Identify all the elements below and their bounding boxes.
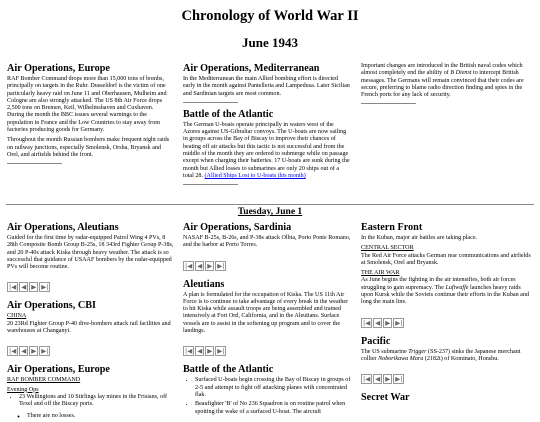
prev-arrow-icon[interactable]: ◀: [21, 283, 27, 292]
divider: [183, 102, 238, 103]
italic-text: Noborikawa Maru: [378, 355, 424, 362]
first-arrow-icon[interactable]: |◀: [185, 261, 193, 270]
first-arrow-icon[interactable]: |◀: [9, 283, 17, 292]
atlantic-list: [183, 377, 351, 415]
section-heading: Pacific: [361, 335, 391, 347]
paragraph: NASAF B-25s, B-26s, and P-38s attack Olbia, Porto Ponte Romano, and the harbor at Porto Torres.: [183, 235, 351, 249]
text: As June begins the fighting in the air intensifies, both air forces struggling to gain supremacy. The: [361, 277, 516, 291]
paragraph: In the Kuban, major air battles are taking place.: [361, 235, 478, 241]
nav-arrows: [7, 276, 51, 294]
text: Important changes are introduced in the British naval codes which almost completely end the ability of: [361, 63, 523, 77]
section-heading: Battle of the Atlantic: [183, 108, 274, 120]
section-heading: Air Operations, Sardinia: [183, 222, 292, 233]
divider: [361, 103, 416, 104]
china-link[interactable]: CHINA: [7, 313, 27, 320]
italic-text: B Dienst: [450, 70, 472, 77]
next-arrow-icon[interactable]: ▶: [31, 347, 37, 356]
text: launches heavy raids upon Kursk while the Soviets continue their efforts in the Kuban and long the main line.: [361, 284, 529, 306]
section-heading: Eastern Front: [361, 222, 423, 233]
paragraph: Throughout the month Russian bombers make frequent night raids on railway junctions, especially Smolensk, Orsha, Bryansk and Orel, and airfields behind the front.: [7, 137, 170, 158]
text: The US submarine: [361, 348, 409, 355]
first-arrow-icon[interactable]: |◀: [363, 375, 371, 384]
section-heading: Secret War: [361, 392, 410, 404]
first-arrow-icon[interactable]: |◀: [9, 347, 17, 356]
next-arrow-icon[interactable]: ▶: [207, 347, 213, 356]
section-heading: Air Operations, CBI: [7, 300, 96, 312]
divider: [7, 163, 62, 164]
text: (SS-237) sinks the Japanese merchant collier: [361, 348, 521, 362]
date-heading: Tuesday, June 1: [237, 207, 303, 217]
central-sector-link[interactable]: CENTRAL SECTOR: [361, 245, 414, 252]
paragraph: [361, 349, 531, 364]
paragraph: The Red Air Force attacks German rear communications and airfields at Smolensk, Orel and Bryansk.: [361, 252, 531, 266]
italic-text: Luftwaffe: [445, 284, 469, 291]
next-arrow-icon[interactable]: ▶: [385, 375, 391, 384]
list-item: • Surfaced U-boats begin crossing the Bay of Biscay in groups of 2-5 and attempt to fight off attacking planes with concentrated flak.: [195, 377, 351, 399]
list-item: ◦ There are no losses.: [27, 413, 175, 420]
paragraph: A plan is formulated for the occupation of Kiska. The US 11th Air Force is to continue to take advantage of every break in the weather to hit Kiska while assault troops are being assembled and trained intensively at Fort Ord, California, and in the Aleutians. Surface vessels are to assist in the softening up program and to cover the landings.: [183, 291, 349, 335]
atlantic-summary-text: The German U-boats operate principally in waters west of the Azores against US-Gibraltar convoys. The U-boats are now sailing in groups across the Bay of Biscay to improve their chances of beating off air attacks but this tactic is not successful and from the middle of the month they are ordered to submerge while on passage except when charging their batteries. 17 U-boats are sunk during the month but Allied losses to submarines are only 20 ships out of a total 28.: [183, 121, 350, 179]
europe-ops-list: [7, 394, 175, 409]
section-heading: Battle of the Atlantic: [183, 364, 274, 376]
summary-mediterranean-section: [183, 63, 351, 191]
next-arrow-icon[interactable]: ▶: [207, 261, 213, 270]
raf-bomber-command-link[interactable]: RAF BOMBER COMMAND: [7, 377, 81, 384]
nav-arrows: [183, 255, 227, 273]
first-arrow-icon[interactable]: |◀: [185, 347, 193, 356]
section-heading: Air Operations, Mediterranean: [183, 63, 320, 74]
italic-text: Trigger: [408, 348, 427, 355]
last-arrow-icon[interactable]: ▶|: [41, 283, 49, 292]
nav-arrows: [7, 340, 51, 358]
the-air-war-link[interactable]: THE AIR WAR: [361, 270, 400, 277]
prev-arrow-icon[interactable]: ◀: [21, 347, 27, 356]
divider: [183, 184, 238, 185]
nav-arrows: [183, 340, 227, 358]
section-heading: Air Operations, Aleutians: [7, 222, 119, 233]
prev-arrow-icon[interactable]: ◀: [197, 347, 203, 356]
section-divider: [6, 204, 534, 205]
section-heading: Air Operations, Europe: [7, 364, 110, 376]
paragraph: [361, 63, 531, 99]
last-arrow-icon[interactable]: ▶|: [395, 318, 403, 327]
paragraph: Guided for the first time by radar-equipped Patrol Wing 4 PVs, 8 28th Composite Bomb Group B-25s, 18 343rd Fighter Group P-38s, and 20 P-40s attack Kiska through heavy weather. The attack is so successful that guidance of USAAF bombers by the radar-equipped PVs will become routine.: [7, 235, 174, 271]
prev-arrow-icon[interactable]: ◀: [197, 261, 203, 270]
list-item: • Beaufighter 'B' of No 236 Squadron is on routine patrol when spotting the wake of a surfaced U-boat. The aircraft: [195, 401, 351, 416]
paragraph: 20 23Rd Fighter Group P-40 dive-bombers attack rail facilities and warehouses at Changanyi.: [7, 320, 171, 335]
first-arrow-icon[interactable]: |◀: [363, 318, 371, 327]
day-column-2: [183, 222, 351, 418]
section-heading: Aleutians: [183, 278, 225, 290]
summary-naval-codes-section: [361, 63, 531, 110]
text: to intercept British messages. The Germans will remain convinced that their codes are secure, preferring to blame radio direction finding and spies in the French ports for any lack of security.: [361, 70, 524, 99]
last-arrow-icon[interactable]: ▶|: [217, 261, 225, 270]
day-column-1: [7, 222, 175, 422]
page-title: Chronology of World War II: [181, 8, 359, 24]
last-arrow-icon[interactable]: ▶|: [41, 347, 49, 356]
europe-ops-sublist: [7, 413, 175, 420]
paragraph: [361, 277, 531, 306]
page-subtitle: June 1943: [242, 35, 298, 50]
text: (2182t) of Kominato, Honshu.: [423, 355, 499, 362]
evening-ops-link[interactable]: Evening Ops: [7, 386, 39, 393]
allied-ships-lost-link[interactable]: (Allied Ships Lost to U-boats this month): [204, 172, 306, 179]
day-column-3: [361, 222, 531, 405]
next-arrow-icon[interactable]: ▶: [31, 283, 37, 292]
paragraph: In the Mediterranean the main Allied bombing effort is directed early in the month against Pantelleria and Lampedusa. Later Sicilian and Sardinian targets are most common.: [183, 76, 350, 97]
list-item: • 23 Wellingtons and 10 Stirlings lay mines in the Frisians, off Texel and off the Biscay ports.: [19, 394, 175, 409]
last-arrow-icon[interactable]: ▶|: [395, 375, 403, 384]
next-arrow-icon[interactable]: ▶: [385, 318, 391, 327]
nav-arrows: [361, 312, 405, 330]
prev-arrow-icon[interactable]: ◀: [375, 375, 381, 384]
section-heading: Air Operations, Europe: [7, 63, 110, 74]
paragraph: [183, 122, 351, 180]
summary-europe-section: [7, 63, 172, 170]
prev-arrow-icon[interactable]: ◀: [375, 318, 381, 327]
paragraph: RAF Bomber Command drops more than 15,000 tons of bombs, principally on targets in the Ruhr. Dusseldorf is the victim of one particularly heavy raid on June 11 and Oberhausen, Mulheim and Cologne are also strongly attacked. The US 8th Air Force drops 2,500 tons on Bremen, Keil, Wilhelmshaven and Cuxhaven. During the month the BBC issues several warnings to the population in France and the Low Countries to stay away from factories producing goods for Germany.: [7, 76, 167, 134]
nav-arrows: [361, 368, 405, 386]
last-arrow-icon[interactable]: ▶|: [217, 347, 225, 356]
